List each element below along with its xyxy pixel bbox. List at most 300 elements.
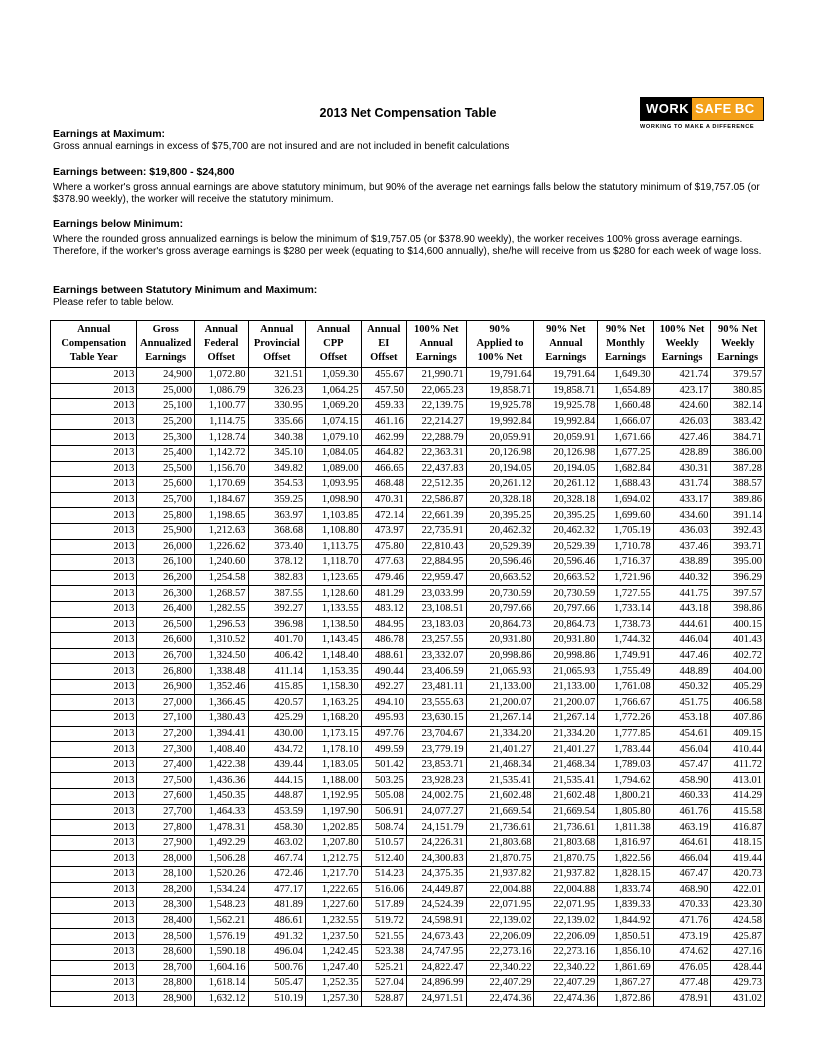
table-cell: 1,380.43 [195,711,248,727]
table-cell: 1,450.35 [195,789,248,805]
table-cell: 21,401.27 [534,742,598,758]
table-cell: 472.14 [361,508,406,524]
table-cell: 1,682.84 [598,461,654,477]
column-header: 90% Applied to 100% Net [466,321,534,368]
table-cell: 23,257.55 [406,633,466,649]
table-cell: 21,736.61 [466,820,534,836]
table-cell: 395.00 [711,555,765,571]
table-cell: 401.70 [248,633,306,649]
table-row [51,991,765,1007]
table-cell: 1,100.77 [195,399,248,415]
table-row [51,461,765,477]
table-cell: 19,992.84 [466,414,534,430]
table-cell: 468.48 [361,477,406,493]
table-cell: 21,736.61 [534,820,598,836]
section-paragraph: Where the rounded gross annualized earnings is below the minimum of $19,757.05 (or $378.90 weekly), the worker receives 100% gross average earnings. Therefore, if the worker's gross average earnings is $280 per week (equating to $14,600 annually), she/he will receive from us $280 for each week of wage loss. [53,233,762,257]
table-cell: 400.15 [711,617,765,633]
table-cell: 2013 [51,633,137,649]
table-cell: 28,500 [137,929,195,945]
table-cell: 1,710.78 [598,539,654,555]
table-cell: 24,226.31 [406,835,466,851]
table-cell: 22,884.95 [406,555,466,571]
table-cell: 1,766.67 [598,695,654,711]
table-cell: 477.63 [361,555,406,571]
table-cell: 1,856.10 [598,944,654,960]
table-cell: 2013 [51,820,137,836]
table-cell: 27,600 [137,789,195,805]
table-cell: 21,401.27 [466,742,534,758]
table-cell: 436.03 [653,523,711,539]
table-cell: 2013 [51,757,137,773]
table-cell: 1,093.95 [306,477,362,493]
table-cell: 460.33 [653,789,711,805]
table-cell: 2013 [51,492,137,508]
table-cell: 431.74 [653,477,711,493]
table-cell: 1,217.70 [306,867,362,883]
table-cell: 454.61 [653,726,711,742]
table-cell: 380.85 [711,383,765,399]
table-row [51,898,765,914]
table-cell: 402.72 [711,648,765,664]
table-cell: 1,761.08 [598,679,654,695]
table-cell: 406.58 [711,695,765,711]
table-cell: 481.89 [248,898,306,914]
table-cell: 21,535.41 [534,773,598,789]
table-cell: 1,590.18 [195,944,248,960]
column-header: 100% Net Weekly Earnings [653,321,711,368]
table-cell: 26,200 [137,570,195,586]
table-cell: 2013 [51,804,137,820]
table-cell: 27,900 [137,835,195,851]
table-cell: 20,126.98 [466,445,534,461]
table-row [51,789,765,805]
table-row [51,726,765,742]
table-cell: 25,900 [137,523,195,539]
table-cell: 27,800 [137,820,195,836]
table-cell: 21,803.68 [534,835,598,851]
column-header: 90% Net Annual Earnings [534,321,598,368]
table-cell: 21,334.20 [534,726,598,742]
table-cell: 517.89 [361,898,406,914]
table-cell: 21,870.75 [466,851,534,867]
table-cell: 24,524.39 [406,898,466,914]
table-cell: 22,071.95 [466,898,534,914]
table-row [51,711,765,727]
table-cell: 466.65 [361,461,406,477]
table-cell: 2013 [51,664,137,680]
table-cell: 22,474.36 [466,991,534,1007]
table-cell: 2013 [51,835,137,851]
table-cell: 437.46 [653,539,711,555]
table-cell: 1,749.91 [598,648,654,664]
table-cell: 463.19 [653,820,711,836]
table-cell: 488.61 [361,648,406,664]
table-cell: 1,183.05 [306,757,362,773]
table-cell: 28,400 [137,913,195,929]
table-cell: 2013 [51,726,137,742]
table-cell: 1,324.50 [195,648,248,664]
table-cell: 463.02 [248,835,306,851]
table-cell: 2013 [51,695,137,711]
table-cell: 19,925.78 [466,399,534,415]
table-cell: 21,468.34 [466,757,534,773]
section-heading: Earnings at Maximum: [53,128,166,140]
table-cell: 20,596.46 [466,555,534,571]
table-cell: 1,699.60 [598,508,654,524]
table-cell: 22,512.35 [406,477,466,493]
table-cell: 418.15 [711,835,765,851]
table-cell: 424.58 [711,913,765,929]
table-cell: 23,332.07 [406,648,466,664]
table-cell: 1,666.07 [598,414,654,430]
table-cell: 378.12 [248,555,306,571]
table-row [51,960,765,976]
table-cell: 457.47 [653,757,711,773]
table-cell: 21,870.75 [534,851,598,867]
table-row [51,368,765,384]
table-row [51,648,765,664]
table-row [51,882,765,898]
table-row [51,976,765,992]
table-cell: 496.04 [248,944,306,960]
table-cell: 2013 [51,539,137,555]
table-cell: 1,188.00 [306,773,362,789]
table-cell: 484.95 [361,617,406,633]
table-cell: 20,261.12 [534,477,598,493]
table-cell: 1,366.45 [195,695,248,711]
table-cell: 1,506.28 [195,851,248,867]
table-cell: 2013 [51,399,137,415]
table-cell: 2013 [51,368,137,384]
table-cell: 25,200 [137,414,195,430]
table-cell: 24,002.75 [406,789,466,805]
table-cell: 525.21 [361,960,406,976]
table-cell: 411.72 [711,757,765,773]
table-cell: 1,128.60 [306,586,362,602]
page-title: 2013 Net Compensation Table [319,106,497,120]
table-cell: 497.76 [361,726,406,742]
table-cell: 427.16 [711,944,765,960]
table-row [51,586,765,602]
table-cell: 1,520.26 [195,867,248,883]
table-cell: 420.57 [248,695,306,711]
table-row [51,664,765,680]
table-cell: 425.87 [711,929,765,945]
table-cell: 1,408.40 [195,742,248,758]
table-cell: 425.29 [248,711,306,727]
table-cell: 464.82 [361,445,406,461]
table-cell: 25,100 [137,399,195,415]
table-cell: 1,192.95 [306,789,362,805]
table-row [51,679,765,695]
table-cell: 1,694.02 [598,492,654,508]
table-cell: 472.46 [248,867,306,883]
table-cell: 1,089.00 [306,461,362,477]
table-cell: 1,227.60 [306,898,362,914]
table-cell: 1,168.20 [306,711,362,727]
table-cell: 21,990.71 [406,368,466,384]
table-cell: 1,226.62 [195,539,248,555]
table-cell: 330.95 [248,399,306,415]
section-earnings-below-minimum [53,218,768,259]
table-cell: 1,240.60 [195,555,248,571]
table-cell: 1,632.12 [195,991,248,1007]
table-cell: 1,744.32 [598,633,654,649]
table-cell: 2013 [51,430,137,446]
table-cell: 464.61 [653,835,711,851]
table-cell: 458.90 [653,773,711,789]
table-cell: 2013 [51,773,137,789]
table-row [51,414,765,430]
table-cell: 26,600 [137,633,195,649]
table-cell: 21,535.41 [466,773,534,789]
table-cell: 503.25 [361,773,406,789]
table-cell: 505.08 [361,789,406,805]
table-cell: 363.97 [248,508,306,524]
table-cell: 1,148.40 [306,648,362,664]
table-cell: 491.32 [248,929,306,945]
table-cell: 1,252.35 [306,976,362,992]
table-cell: 391.14 [711,508,765,524]
table-cell: 382.14 [711,399,765,415]
table-cell: 21,669.54 [534,804,598,820]
table-cell: 401.43 [711,633,765,649]
table-cell: 456.04 [653,742,711,758]
section-heading: Earnings between: $19,800 - $24,800 [53,166,235,178]
table-cell: 477.17 [248,882,306,898]
table-cell: 23,704.67 [406,726,466,742]
table-cell: 396.29 [711,570,765,586]
table-cell: 2013 [51,601,137,617]
table-cell: 1,839.33 [598,898,654,914]
table-cell: 468.90 [653,882,711,898]
table-cell: 523.38 [361,944,406,960]
table-cell: 506.91 [361,804,406,820]
table-cell: 446.04 [653,633,711,649]
table-cell: 2013 [51,867,137,883]
table-row [51,601,765,617]
table-cell: 20,395.25 [466,508,534,524]
table-cell: 1,184.67 [195,492,248,508]
table-cell: 22,139.75 [406,399,466,415]
table-cell: 1,861.69 [598,960,654,976]
table-cell: 20,730.59 [466,586,534,602]
table-row [51,773,765,789]
table-cell: 2013 [51,898,137,914]
table-cell: 24,077.27 [406,804,466,820]
table-cell: 1,197.90 [306,804,362,820]
table-cell: 528.87 [361,991,406,1007]
table-cell: 387.28 [711,461,765,477]
table-cell: 453.59 [248,804,306,820]
table-cell: 26,300 [137,586,195,602]
table-cell: 413.01 [711,773,765,789]
table-cell: 23,481.11 [406,679,466,695]
table-cell: 1,072.80 [195,368,248,384]
table-cell: 1,247.40 [306,960,362,976]
column-header: Annual EI Offset [361,321,406,368]
table-cell: 486.78 [361,633,406,649]
table-cell: 2013 [51,991,137,1007]
table-cell: 20,797.66 [466,601,534,617]
table-cell: 26,700 [137,648,195,664]
table-cell: 1,257.30 [306,991,362,1007]
table-cell: 2013 [51,461,137,477]
table-cell: 457.50 [361,383,406,399]
table-cell: 481.29 [361,586,406,602]
table-cell: 486.61 [248,913,306,929]
table-cell: 24,900 [137,368,195,384]
table-cell: 478.91 [653,991,711,1007]
table-cell: 23,108.51 [406,601,466,617]
table-cell: 23,779.19 [406,742,466,758]
table-cell: 2013 [51,414,137,430]
table-cell: 415.58 [711,804,765,820]
table-cell: 22,407.29 [466,976,534,992]
table-row [51,835,765,851]
table-cell: 1,074.15 [306,414,362,430]
table-cell: 1,534.24 [195,882,248,898]
table-cell: 20,931.80 [466,633,534,649]
table-cell: 1,677.25 [598,445,654,461]
table-cell: 20,931.80 [534,633,598,649]
table-cell: 1,242.45 [306,944,362,960]
table-cell: 1,158.30 [306,679,362,695]
table-cell: 416.87 [711,820,765,836]
table-cell: 483.12 [361,601,406,617]
table-cell: 410.44 [711,742,765,758]
table-row [51,757,765,773]
table-cell: 19,925.78 [534,399,598,415]
section-earnings-between [53,166,768,207]
table-cell: 26,900 [137,679,195,695]
section-heading: Earnings below Minimum: [53,218,184,230]
table-cell: 21,065.93 [466,664,534,680]
table-cell: 495.93 [361,711,406,727]
table-cell: 24,971.51 [406,991,466,1007]
table-cell: 1,649.30 [598,368,654,384]
table-cell: 423.30 [711,898,765,914]
logo-safebc: SAFE BC [692,98,763,120]
table-cell: 21,937.82 [534,867,598,883]
table-cell: 1,143.45 [306,633,362,649]
table-cell: 26,100 [137,555,195,571]
table-cell: 451.75 [653,695,711,711]
table-cell: 22,206.09 [466,929,534,945]
table-cell: 25,000 [137,383,195,399]
table-cell: 28,300 [137,898,195,914]
table-cell: 368.68 [248,523,306,539]
table-cell: 1,282.55 [195,601,248,617]
table-cell: 1,733.14 [598,601,654,617]
table-cell: 1,604.16 [195,960,248,976]
table-cell: 389.86 [711,492,765,508]
table-cell: 466.04 [653,851,711,867]
table-cell: 1,816.97 [598,835,654,851]
table-cell: 1,822.56 [598,851,654,867]
table-cell: 22,735.91 [406,523,466,539]
table-cell: 28,900 [137,991,195,1007]
table-cell: 20,998.86 [534,648,598,664]
table-cell: 1,660.48 [598,399,654,415]
table-cell: 1,654.89 [598,383,654,399]
table-cell: 470.33 [653,898,711,914]
table-cell: 499.59 [361,742,406,758]
table-cell: 462.99 [361,430,406,446]
table-cell: 22,206.09 [534,929,598,945]
table-cell: 25,500 [137,461,195,477]
table-cell: 2013 [51,477,137,493]
column-header: Annual Federal Offset [195,321,248,368]
table-cell: 438.89 [653,555,711,571]
table-cell: 20,864.73 [534,617,598,633]
table-cell: 21,937.82 [466,867,534,883]
table-cell: 1,794.62 [598,773,654,789]
table-cell: 1,310.52 [195,633,248,649]
table-cell: 2013 [51,445,137,461]
table-row [51,570,765,586]
table-cell: 27,200 [137,726,195,742]
table-cell: 1,492.29 [195,835,248,851]
table-cell: 398.86 [711,601,765,617]
table-cell: 27,000 [137,695,195,711]
table-cell: 19,858.71 [466,383,534,399]
table-cell: 27,400 [137,757,195,773]
table-cell: 2013 [51,742,137,758]
table-cell: 1,059.30 [306,368,362,384]
table-cell: 20,998.86 [466,648,534,664]
table-cell: 470.31 [361,492,406,508]
table-cell: 2013 [51,944,137,960]
table-cell: 1,123.65 [306,570,362,586]
table-cell: 20,663.52 [466,570,534,586]
table-cell: 23,406.59 [406,664,466,680]
table-cell: 335.66 [248,414,306,430]
table-cell: 1,153.35 [306,664,362,680]
table-cell: 448.89 [653,664,711,680]
table-cell: 1,721.96 [598,570,654,586]
table-cell: 397.57 [711,586,765,602]
table-cell: 1,202.85 [306,820,362,836]
table-cell: 22,586.87 [406,492,466,508]
table-cell: 461.76 [653,804,711,820]
table-cell: 476.05 [653,960,711,976]
table-cell: 2013 [51,851,137,867]
table-row [51,742,765,758]
table-cell: 21,200.07 [466,695,534,711]
table-cell: 433.17 [653,492,711,508]
table-cell: 25,700 [137,492,195,508]
table-cell: 21,468.34 [534,757,598,773]
table-cell: 474.62 [653,944,711,960]
table-cell: 430.00 [248,726,306,742]
table-cell: 422.01 [711,882,765,898]
table-cell: 1,254.58 [195,570,248,586]
table-cell: 28,200 [137,882,195,898]
table-cell: 19,791.64 [534,368,598,384]
table-cell: 2013 [51,929,137,945]
table-cell: 1,394.41 [195,726,248,742]
table-cell: 1,103.85 [306,508,362,524]
table-cell: 22,065.23 [406,383,466,399]
table-cell: 20,126.98 [534,445,598,461]
column-header: Annual Compensation Table Year [51,321,137,368]
table-cell: 25,300 [137,430,195,446]
table-cell: 22,139.02 [466,913,534,929]
table-header-row [51,321,765,368]
table-cell: 1,872.86 [598,991,654,1007]
table-cell: 447.46 [653,648,711,664]
